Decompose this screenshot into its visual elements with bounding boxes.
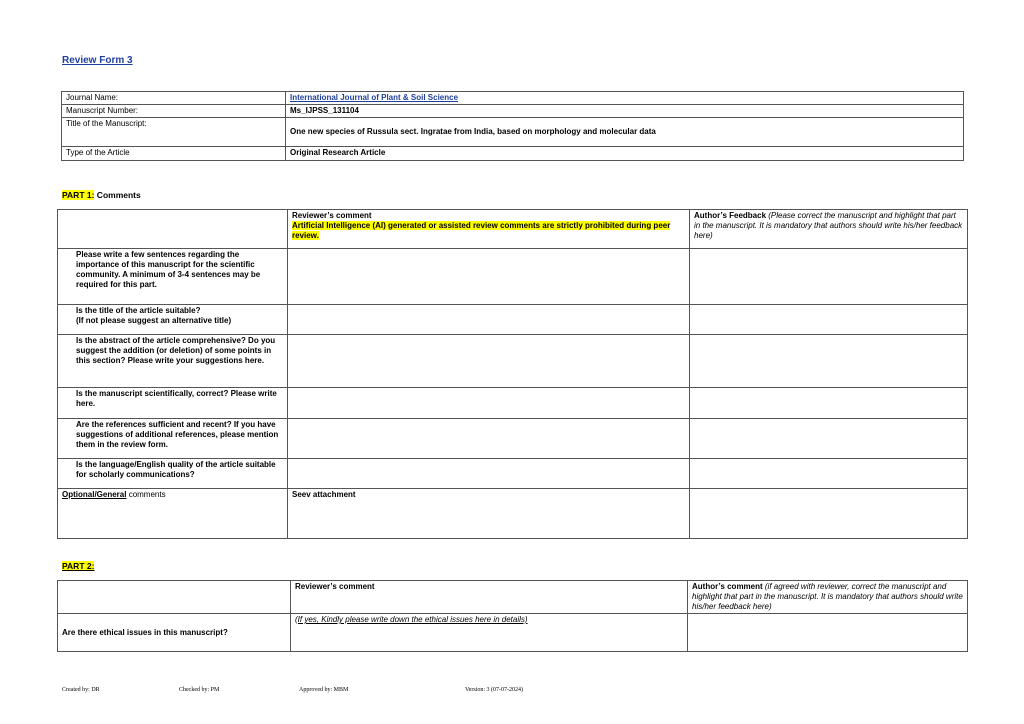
ethical-reviewer-cell[interactable] [291,614,688,652]
question-title: Is the title of the article suitable? (If not please suggest an alternative title) [58,305,288,335]
optional-comments-label [58,489,288,539]
reviewer-cell-abstract[interactable] [288,335,690,388]
part2-heading-label: PART 2: [62,561,95,571]
journal-label: Journal Name: [62,92,286,105]
footer-created: Created by: DR [62,687,100,693]
part1-author-header [690,210,968,249]
title-label: Title of the Manuscript: [62,118,286,147]
part1-heading [62,190,141,200]
question-scientific: Is the manuscript scientifically, correct? Please write here. [58,388,288,419]
footer-version: Version: 3 (07-07-2024) [465,687,523,693]
part1-header-empty [58,210,288,249]
author-cell-language[interactable] [690,459,968,489]
journal-value[interactable] [286,92,964,105]
manuscript-value: Ms_IJPSS_131104 [286,105,964,118]
reviewer-cell-importance[interactable] [288,249,690,305]
journal-link[interactable]: International Journal of Plant & Soil Science [290,93,459,102]
footer-checked: Checked by: PM [179,687,220,693]
part1-heading-label: PART 1: [62,190,95,200]
ethical-question: Are there ethical issues in this manuscript? [58,614,291,652]
manuscript-label: Manuscript Number: [62,105,286,118]
info-table [61,91,964,161]
author-cell-abstract[interactable] [690,335,968,388]
type-value: Original Research Article [286,147,964,161]
author-feedback-title: Author’s Feedback [694,211,767,220]
author-comment-note: (if agreed with reviewer, correct the manuscript and highlight that part in the manuscript. It is mandatory that authors should write his/her feedback here) [692,582,963,611]
reviewer-cell-scientific[interactable] [288,388,690,419]
question-references: Are the references sufficient and recent? If you have suggestions of additional references, please mention them in the review form. [58,419,288,459]
part2-heading [62,561,94,571]
author-feedback-note: (Please correct the manuscript and highlight that part in the manuscript. It is mandatory that authors should write his/her feedback here) [694,211,963,240]
reviewer-cell-title[interactable] [288,305,690,335]
part1-heading-rest: Comments [94,190,141,200]
optional-label-underlined: Optional/General [62,490,127,499]
ethical-hint: (If yes, Kindly please write down the ethical issues here in details) [295,615,528,624]
author-cell-optional[interactable] [690,489,968,539]
author-cell-importance[interactable] [690,249,968,305]
form-title-link[interactable]: Review Form 3 [62,55,133,66]
optional-label-rest: comments [126,490,166,499]
author-cell-scientific[interactable] [690,388,968,419]
part2-header-empty [58,581,291,614]
question-importance: Please write a few sentences regarding the importance of this manuscript for the scientific community. A minimum of 3-4 sentences may be required for this part. [58,249,288,305]
reviewer-comment-header: Reviewer’s comment [292,211,372,220]
part2-table [57,580,968,652]
part2-reviewer-header: Reviewer’s comment [291,581,688,614]
author-cell-title[interactable] [690,305,968,335]
author-comment-title: Author’s comment [692,582,763,591]
question-abstract: Is the abstract of the article comprehensive? Do you suggest the addition (or deletion) of some points in this section? Please write your suggestions here. [58,335,288,388]
title-value: One new species of Russula sect. Ingratae from India, based on morphology and molecular data [286,118,964,147]
author-cell-references[interactable] [690,419,968,459]
optional-comment-value[interactable]: Seev attachment [288,489,690,539]
part1-reviewer-header [288,210,690,249]
ethical-author-cell[interactable] [688,614,968,652]
reviewer-cell-references[interactable] [288,419,690,459]
form-title[interactable] [62,55,133,66]
part1-table [57,209,968,539]
reviewer-cell-language[interactable] [288,459,690,489]
ai-notice: Artificial Intelligence (AI) generated or assisted review comments are strictly prohibited during peer review. [292,221,671,240]
question-language: Is the language/English quality of the article suitable for scholarly communications? [58,459,288,489]
footer-approved: Approved by: MBM [299,687,349,693]
part2-author-header [688,581,968,614]
type-label: Type of the Article [62,147,286,161]
